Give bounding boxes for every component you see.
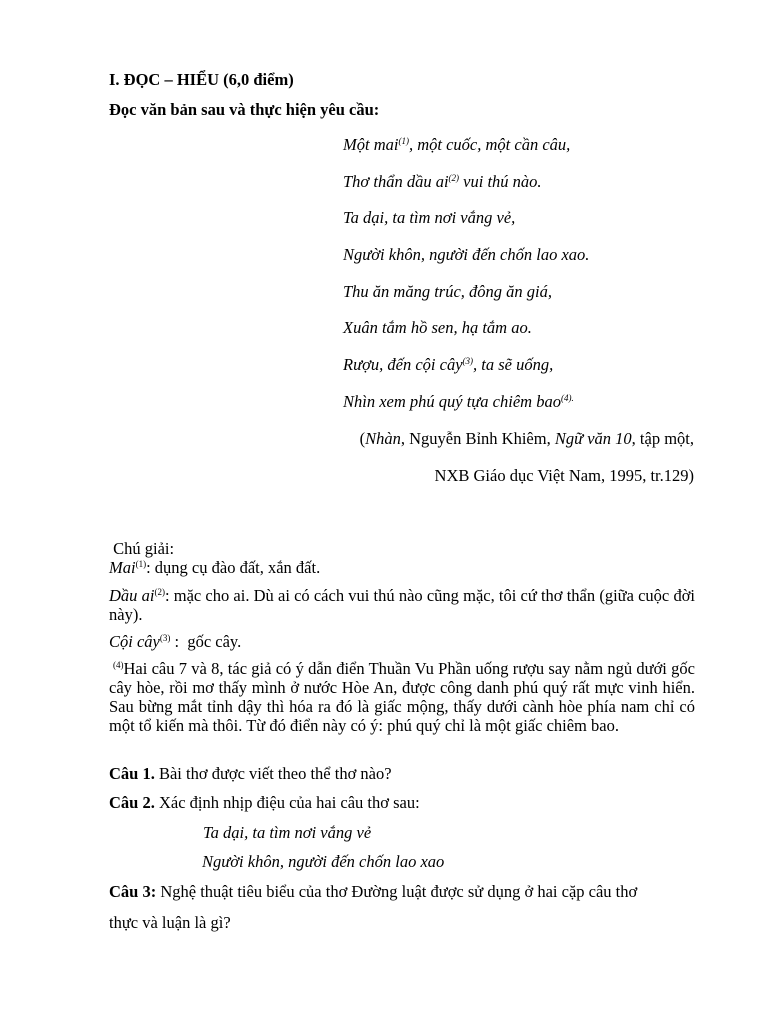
question-2-verse-1: Ta dại, ta tìm nơi vắng vẻ	[203, 823, 372, 842]
source-line-2: NXB Giáo dục Việt Nam, 1995, tr.129)	[434, 466, 694, 485]
poem-line-6: Xuân tắm hồ sen, hạ tắm ao.	[343, 318, 532, 337]
question-2: Câu 2. Xác định nhịp điệu của hai câu thơ sau:	[109, 793, 420, 812]
instruction: Đọc văn bản sau và thực hiện yêu cầu:	[109, 100, 380, 119]
poem-line-2: Thơ thẩn dầu $ai^{(2)}$ vui thú nào.	[343, 172, 542, 191]
poem-line-8: Nhìn xem phú quý tựa chiêm bao$^{(4).}$	[343, 392, 574, 411]
question-1: Câu 1. Bài thơ được viết theo thể thơ nào?	[109, 764, 392, 783]
question-3-cont: thực và luận là gì?	[109, 913, 231, 932]
poem-line-3: Ta dại, ta tìm nơi vắng vẻ,	[343, 208, 516, 227]
question-3: Câu 3: Nghệ thuật tiêu biểu của thơ Đường luật được sử dụng ở hai cặp câu thơ	[109, 882, 638, 901]
poem-line-5: Thu ăn măng trúc, đông ăn giá,	[343, 282, 553, 301]
note-1: Mai$^{(1)}$: dụng cụ đào đất, xắn đất.	[109, 558, 321, 577]
poem-line-7: Rượu, đến cội cây$^{(3)}$, ta sẽ uống,	[343, 355, 554, 374]
section-title: I. ĐỌC – HIỂU (6,0 điểm)	[109, 70, 294, 89]
poem-line-4: Người khôn, người đến chốn lao xao.	[343, 245, 590, 264]
poem-line-1: Một mai$^{(1)}$, một cuốc, một cần câu,	[343, 135, 571, 154]
source-line-1: (Nhàn, Nguyễn Bỉnh Khiêm, Ngữ văn 10, tập một,	[359, 429, 694, 448]
note-4: $^{(4)}$Hai câu 7 và 8, tác giả có ý dẫn điển Thuần Vu Phần uống rượu say nằm ngủ dưới gốc cây hòe, rồi mơ thấy mình ở nước Hòe An, được công danh phú quý rất mực vinh hiển. Sau bừng mắt tỉnh dậy thì hóa ra đó là giấc mộng, thấy dưới cành hòe phía nam chỉ có một tổ kiến mà thôi. Từ đó điển này có ý: phú quý chỉ là một giấc chiêm bao.	[109, 659, 695, 735]
note-3: Cội cây$^{(3)}$ : gốc cây.	[109, 632, 242, 651]
note-2: Dầu $ai^{(2)}$: mặc cho ai. Dù ai có cách vui thú nào cũng mặc, tôi cứ thơ thẩn (giữa cuộc đời này).	[109, 586, 696, 624]
notes-heading: Chú giải:	[109, 539, 175, 558]
question-2-verse-2: Người khôn, người đến chốn lao xao	[202, 852, 445, 871]
